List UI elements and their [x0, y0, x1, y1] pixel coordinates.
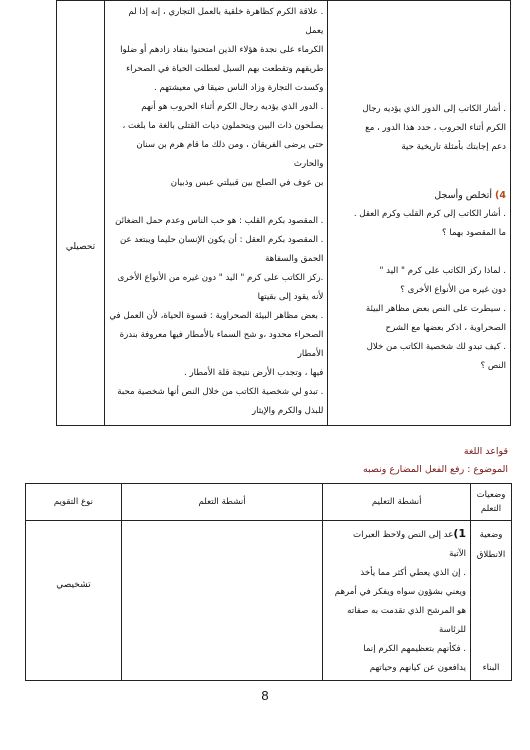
learning-activities-cell: [328, 1, 511, 426]
teaching-text: . إن الذي يعطي أكثر مما يأخذ: [360, 568, 467, 578]
teaching-text: عد إلى النص ولاحظ العبرات: [352, 530, 454, 540]
learning-q-line: ما المقصود بهما ؟: [442, 228, 506, 238]
learning-q-line: . أشار الكاتب إلى كرم القلب وكرم العقل .: [353, 209, 506, 219]
teaching-line: [327, 602, 466, 621]
activity-lines: [105, 3, 327, 421]
teaching-line: [327, 583, 466, 602]
activity-line: . تبدو لي شخصية الكاتب من خلال النص أنها شخصية محبة: [117, 387, 324, 397]
activity-line: . المقصود بكرم القلب : هو حب الناس وعدم حمل الضغائن: [115, 216, 324, 226]
learning-q-line: الكرم أثناء الحروب ، حدد هذا الدور ، مع: [365, 123, 506, 133]
header-evaluation: نوع التقويم: [26, 484, 122, 521]
activity-line: حتى يرضى الفريقان ، ومن ذلك ما قام هرم بن سنان والحارث: [136, 140, 324, 169]
learning-q-line: . سيطرت على النص بعض مظاهر البيئة: [365, 304, 506, 314]
teaching-cell: [323, 521, 471, 681]
situation-build: البناء: [482, 663, 500, 673]
activity-line: للبذل والكرم والإيثار: [251, 406, 324, 416]
upper-table: [56, 0, 511, 426]
learning-q-line: . كيف تبدو لك شخصية الكاتب من خلال: [366, 342, 506, 352]
section-title-grammar: قواعد اللغة: [463, 446, 508, 457]
learning-q-line: [332, 243, 506, 262]
teaching-line: [327, 640, 466, 659]
section-heading: [328, 186, 510, 205]
evaluation-diagnostic: تشخيصي: [56, 580, 91, 590]
activity-line: . علاقة الكرم كظاهرة خلقية بالعمل التجاري ، إنه إذا لم يعمل: [128, 7, 324, 36]
learning-q-line: دعم إجابتك بأمثلة تاريخية حية: [401, 142, 506, 152]
header-situations: وضعيات التعلم: [471, 484, 512, 521]
section-title: أتخلص وأسجل: [434, 190, 492, 201]
activity-line: . المقصود بكرم العقل : أن يكون الإنسان حليما ويبتعد عن: [119, 235, 324, 245]
lesson-table: [25, 483, 512, 681]
activity-line: الكرماء على نجدة هؤلاء الذين امتحنوا بنفاد زادهم أو ضلوا: [120, 45, 324, 55]
header-learning: أنشطة التعلم: [121, 484, 323, 521]
teaching-line: [327, 545, 466, 564]
teaching-line: [327, 659, 466, 678]
activity-line: الصحراء محدود ،و شح السماء بالأمطار فيها معروفة بندرة الأمطار: [119, 330, 324, 359]
learning-q-line: . أشار الكاتب إلى الدور الذي يؤديه رجال: [362, 104, 506, 114]
evaluation-cell: [57, 1, 105, 426]
item-number: 1): [453, 527, 467, 540]
activity-line: طريقهم وتقطعت بهم السبل لعطلت الحياة في الصحراء: [126, 64, 324, 74]
teaching-text: هو المرشح الذي تقدمت به صفاته: [347, 606, 467, 616]
activity-line: لأنه يقود إلى بقيتها: [257, 292, 324, 302]
teaching-text: . فكأنهم بتعظيمهم الكرم إنما: [363, 644, 467, 654]
activity-line: فيها ، وتجدب الأرض نتيجة قلة الأمطار .: [183, 368, 324, 378]
evaluation-lower-cell: [26, 521, 122, 681]
learning-cell: [121, 521, 323, 681]
header-teaching: أنشطة التعليم: [323, 484, 471, 521]
activity-line: وكسدت التجارة وزاد الناس ضيقا في معيشتهم .: [154, 83, 324, 93]
situation-launch: وضعية الانطلاق: [476, 530, 506, 560]
situations-cell: [471, 521, 512, 681]
activity-line: .ركز الكاتب على كرم " اليد " دون غيره من الأنواع الأخرى: [117, 273, 324, 283]
learning-q-line: . لماذا ركز الكاتب على كرم " اليد ": [379, 266, 506, 276]
learning-q-line: الصحراوية ، اذكر بعضها مع الشرح: [385, 323, 506, 333]
teaching-lines: [323, 524, 470, 678]
activity-line: الحمق والسفاهة: [265, 254, 324, 264]
teaching-text: يدافعون عن كيانهم وحياتهم: [369, 663, 467, 673]
learning-q-line: دون غيره من الأنواع الأخرى ؟: [400, 285, 506, 295]
learning-block-2: [328, 205, 510, 376]
page-number: 8: [261, 688, 269, 703]
teaching-text: ويعني بشؤون سواه ويفكر في أمرهم: [334, 587, 467, 597]
learning-block-1: [328, 100, 510, 157]
learning-q-line: النص ؟: [480, 361, 506, 371]
activity-line: . بعض مظاهر البيئة الصحراوية : قسوة الحياة، لأن العمل في: [109, 311, 324, 321]
activity-line: بن عوف في الصلح بين قبيلتي عبس وذبيان: [170, 178, 324, 188]
activity-line: يصلحون ذات البين ويتحملون ديات القتلى بالغة ما بلغت ،: [122, 121, 324, 131]
teaching-activities-cell: [104, 1, 327, 426]
teaching-line: [327, 524, 466, 545]
evaluation-type: تحصيلي: [65, 242, 96, 252]
teaching-text: الآتية: [449, 549, 467, 559]
teaching-line: [327, 621, 466, 640]
activity-line: . الدور الذي يؤديه رجال الكرم أثناء الحروب هو أنهم: [141, 102, 324, 112]
activity-line: [109, 193, 323, 212]
teaching-line: [327, 564, 466, 583]
teaching-text: للرئاسة: [439, 625, 467, 635]
section-number: 4): [495, 190, 506, 201]
lesson-topic: الموضوع : رفع الفعل المضارع ونصبه: [362, 464, 508, 475]
